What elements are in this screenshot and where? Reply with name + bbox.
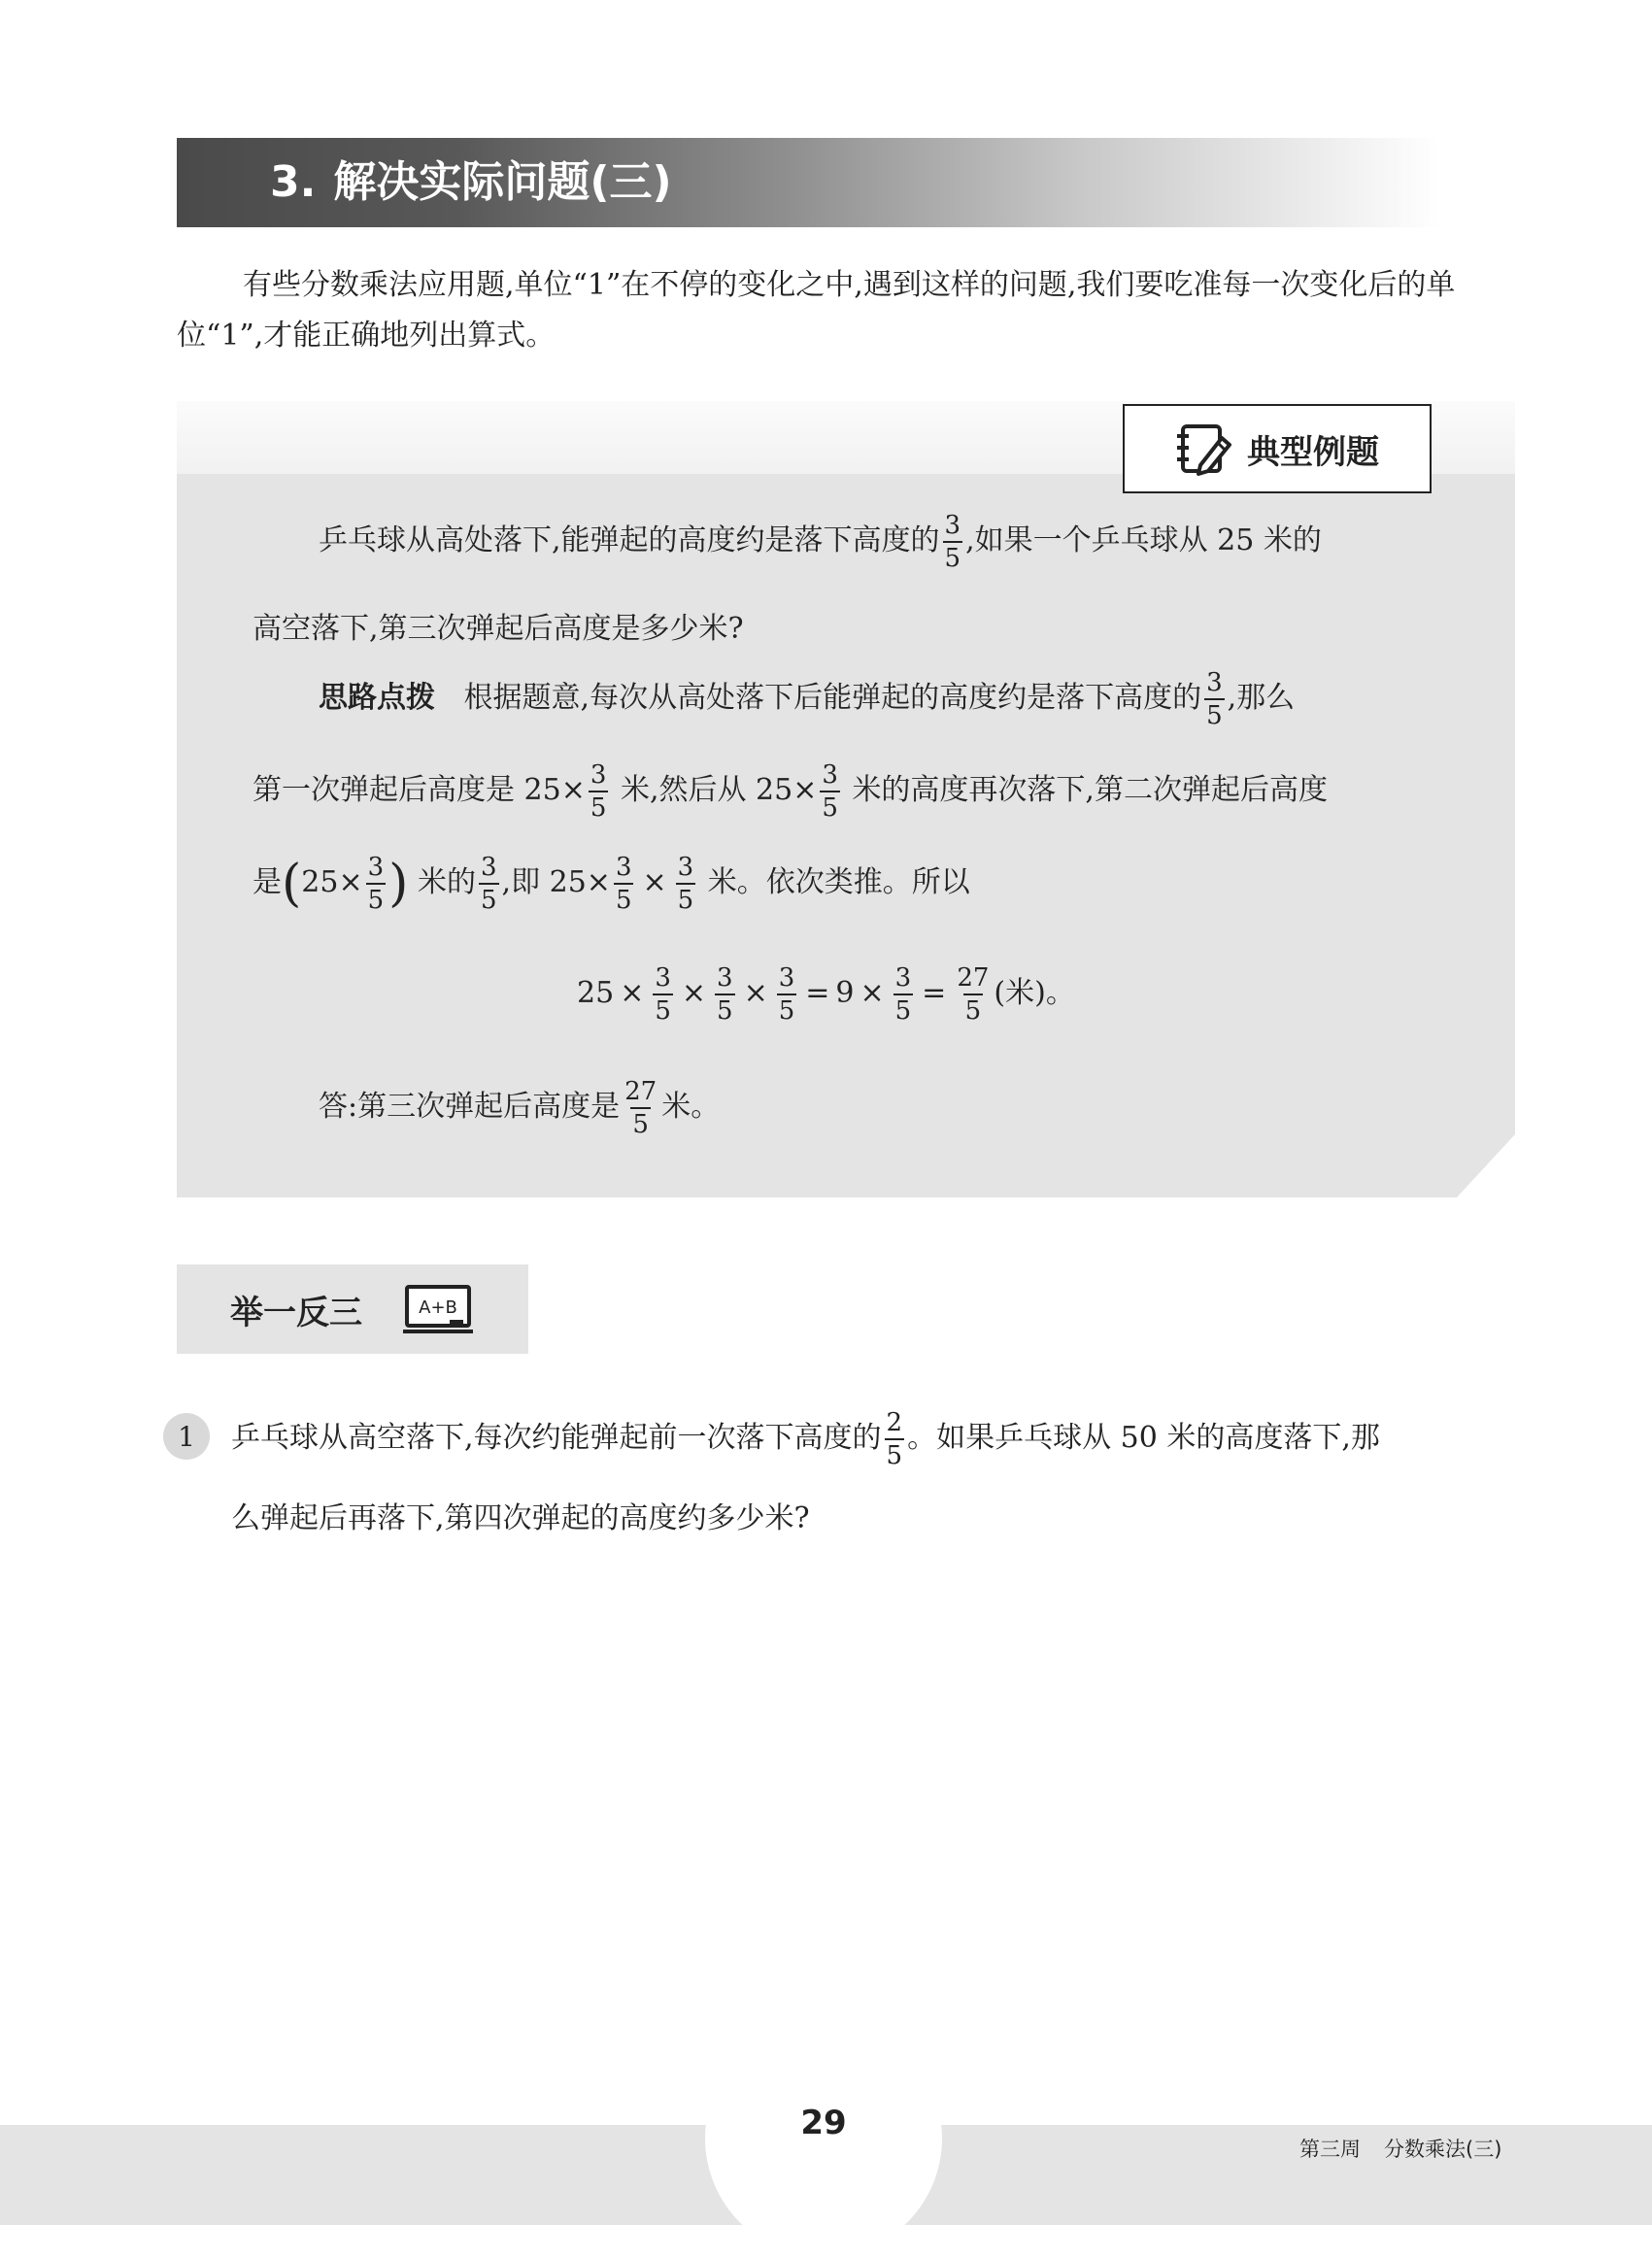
fraction: $\frac{3}{5}$ [590, 760, 607, 823]
section-number: 3. [270, 157, 317, 207]
fraction: $\frac{3}{5}$ [615, 853, 632, 915]
intro-paragraph: 有些分数乘法应用题,单位“1”在不停的变化之中,遇到这样的问题,我们要吃准每一次变化后的单位“1”,才能正确地列出算式。 [177, 268, 1456, 353]
fraction: $\frac{3}{5}$ [367, 853, 385, 915]
fraction: $\frac{3}{5}$ [717, 963, 733, 1026]
page-number: 29 [800, 2104, 847, 2142]
blackboard-icon [403, 1283, 473, 1335]
section-title [270, 138, 672, 227]
fraction: $\frac{3}{5}$ [677, 853, 694, 915]
hint-line3: 是(25× $\frac{3}{5}$ ) 米的 $\frac{3}{5}$ ,即 25× $\frac{3}{5}$ × $\frac{3}{5}$ 米。依次类推。所以 [253, 853, 970, 915]
example-problem-line1: 乒乓球从高处落下,能弹起的高度约是落下高度的 $\frac{3}{5}$ ,如果一个乒乓球从 25 米的 [319, 511, 1322, 573]
fraction: $\frac{3}{5}$ [778, 963, 795, 1026]
example-label-text: 典型例题 [1247, 432, 1379, 472]
fraction: $\frac{3}{5}$ [944, 511, 961, 573]
footer-topic: 分数乘法(三) [1384, 2138, 1502, 2161]
fraction: $\frac{2}{5}$ [886, 1408, 903, 1470]
equation: 25 × $\frac{3}{5}$ × $\frac{3}{5}$ × $\frac{3}{5}$ = 9 × $\frac{3}{5}$ = $\frac{27}{5}$ (米)。 [577, 963, 1075, 1026]
example-label [1123, 404, 1432, 493]
question-number-badge: 1 [163, 1413, 210, 1460]
footer-chapter [1299, 2134, 1525, 2163]
practice-header [177, 1264, 528, 1354]
practice-label: 举一反三 [230, 1293, 362, 1332]
fraction: $\frac{3}{5}$ [655, 963, 671, 1026]
answer-line: 答:第三次弹起后高度是 $\frac{27}{5}$ 米。 [319, 1077, 721, 1139]
example-problem-line2: 高空落下,第三次弹起后高度是多少米? [253, 612, 744, 646]
fraction: $\frac{3}{5}$ [1206, 668, 1223, 730]
fraction: $\frac{3}{5}$ [822, 760, 838, 823]
hint-label: 思路点拨 [319, 681, 435, 715]
svg-text:A+B: A+B [419, 1297, 457, 1318]
hint-line1: 思路点拨 根据题意,每次从高处落下后能弹起的高度约是落下高度的 $\frac{3}{5}$ ,那么 [319, 668, 1296, 730]
question1-line1: 乒乓球从高空落下,每次约能弹起前一次落下高度的 $\frac{2}{5}$ 。如果乒乓球从 50 米的高度落下,那 [231, 1408, 1380, 1470]
fraction: $\frac{3}{5}$ [481, 853, 497, 915]
fraction: $\frac{27}{5}$ [957, 963, 990, 1026]
question1-line2: 么弹起后再落下,第四次弹起的高度约多少米? [231, 1501, 810, 1535]
section-title-text: 解决实际问题(三) [333, 157, 672, 207]
footer-week: 第三周 [1299, 2138, 1361, 2161]
fraction: $\frac{27}{5}$ [624, 1077, 657, 1139]
fraction: $\frac{3}{5}$ [894, 963, 912, 1026]
pencil-notebook-icon [1175, 421, 1233, 477]
hint-line2: 第一次弹起后高度是 25× $\frac{3}{5}$ 米,然后从 25× $\frac{3}{5}$ 米的高度再次落下,第二次弹起后高度 [253, 760, 1328, 823]
